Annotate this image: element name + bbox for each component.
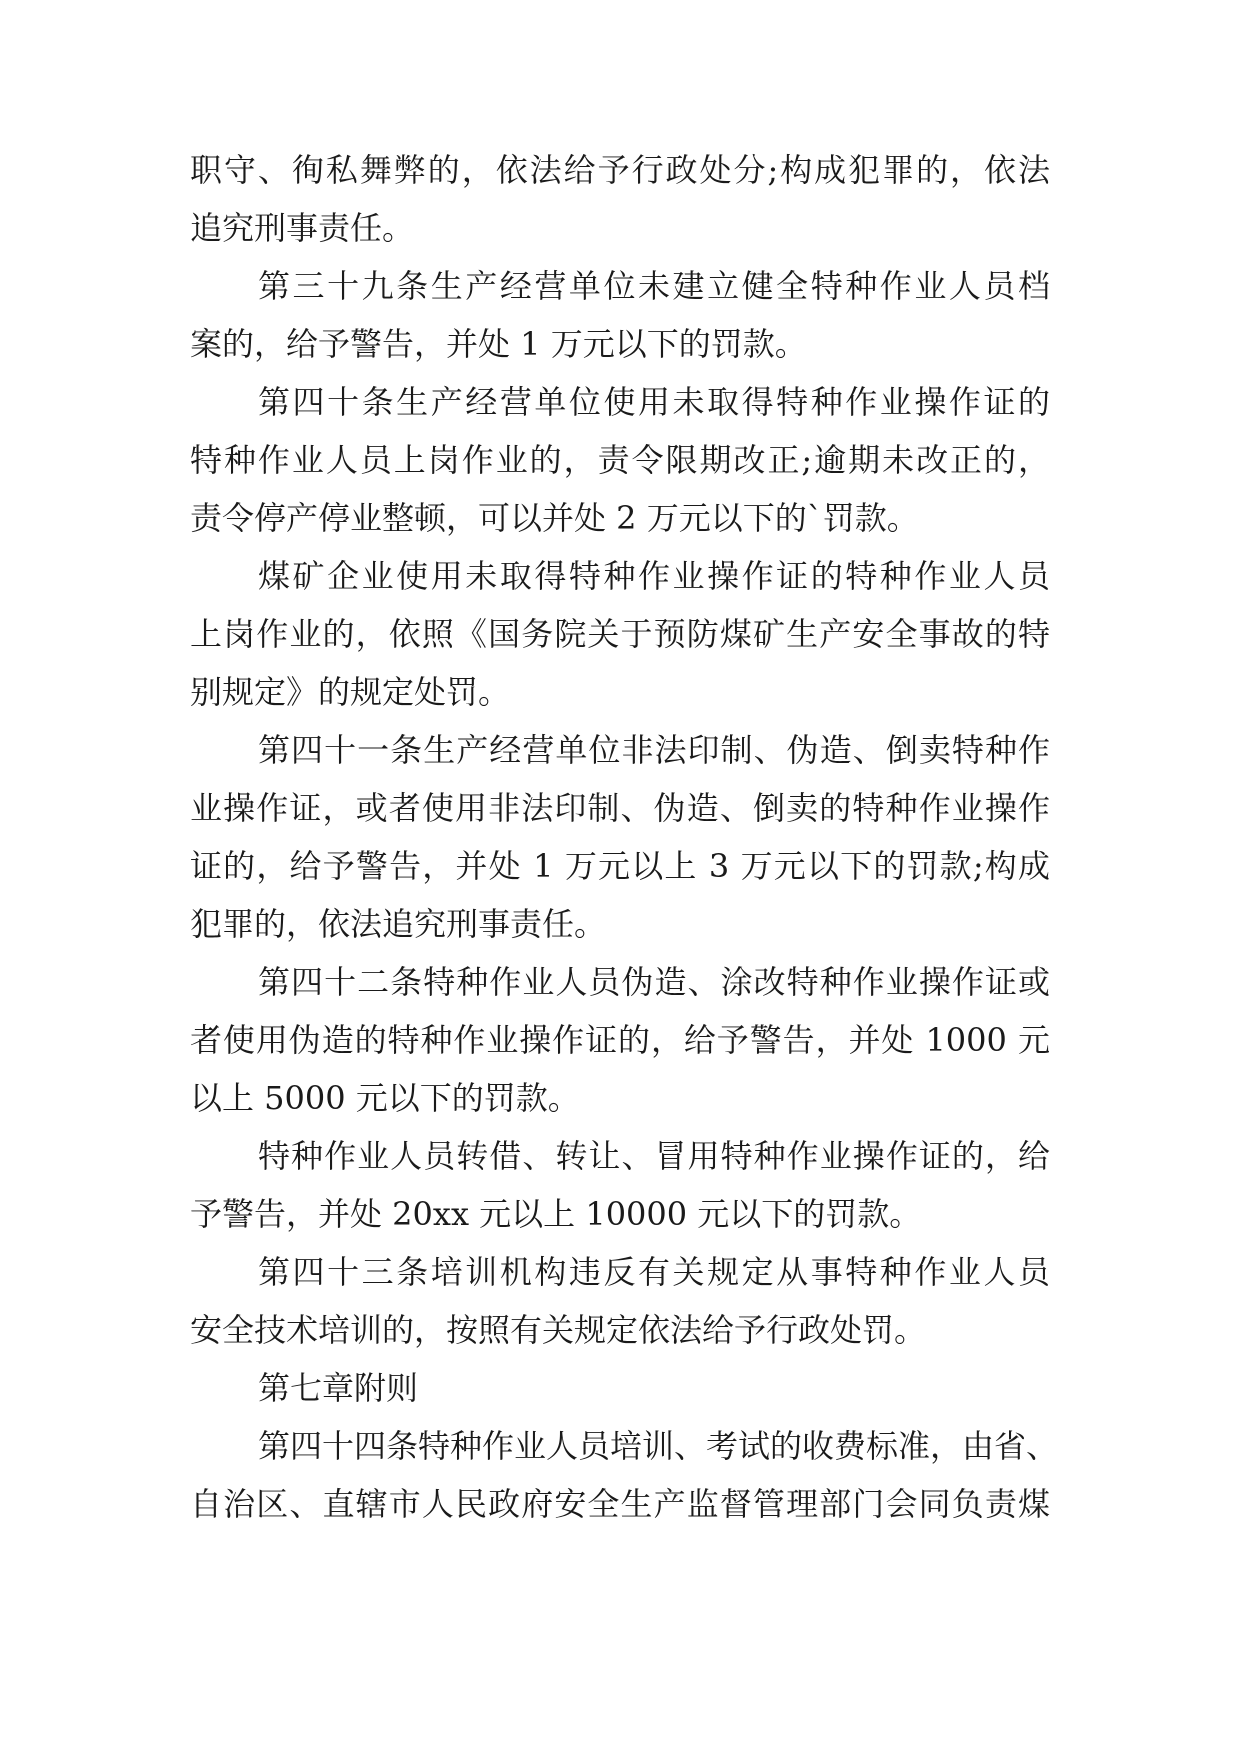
text-line: 别规定》的规定处罚。	[190, 673, 511, 711]
text-line: 予警告，并处 20xx 元以上 10000 元以下的罚款。	[190, 1195, 922, 1233]
article-41-line: 第四十一条生产经营单位非法印制、伪造、倒卖特种作	[258, 731, 1050, 769]
text-line: 上岗作业的，依照《国务院关于预防煤矿生产安全事故的特	[190, 615, 1050, 653]
paragraph-line: 煤矿企业使用未取得特种作业操作证的特种作业人员	[258, 557, 1050, 595]
text-line: 犯罪的，依法追究刑事责任。	[190, 905, 607, 943]
paragraph-line: 特种作业人员转借、转让、冒用特种作业操作证的，给	[258, 1137, 1050, 1175]
article-40-line: 第四十条生产经营单位使用未取得特种作业操作证的	[258, 383, 1050, 421]
article-44-line: 第四十四条特种作业人员培训、考试的收费标准，由省、	[258, 1427, 1059, 1465]
text-line: 职守、徇私舞弊的，依法给予行政处分;构成犯罪的，依法	[190, 151, 1050, 189]
article-39-line: 第三十九条生产经营单位未建立健全特种作业人员档	[258, 267, 1050, 305]
text-line: 追究刑事责任。	[190, 209, 415, 247]
text-line: 自治区、直辖市人民政府安全生产监督管理部门会同负责煤	[190, 1485, 1050, 1523]
text-line: 业操作证，或者使用非法印制、伪造、倒卖的特种作业操作	[190, 789, 1050, 827]
article-43-line: 第四十三条培训机构违反有关规定从事特种作业人员	[258, 1253, 1050, 1291]
text-line: 者使用伪造的特种作业操作证的，给予警告，并处 1000 元	[190, 1021, 1050, 1059]
article-42-line: 第四十二条特种作业人员伪造、涂改特种作业操作证或	[258, 963, 1050, 1001]
text-line: 以上 5000 元以下的罚款。	[190, 1079, 580, 1117]
chapter-heading: 第七章附则	[258, 1369, 419, 1407]
text-line: 证的，给予警告，并处 1 万元以上 3 万元以下的罚款;构成	[190, 847, 1050, 885]
text-line: 案的，给予警告，并处 1 万元以下的罚款。	[190, 325, 807, 363]
text-line: 责令停产停业整顿，可以并处 2 万元以下的`罚款。	[190, 499, 919, 537]
text-line: 安全技术培训的，按照有关规定依法给予行政处罚。	[190, 1311, 927, 1349]
text-line: 特种作业人员上岗作业的，责令限期改正;逾期未改正的，	[190, 441, 1050, 479]
